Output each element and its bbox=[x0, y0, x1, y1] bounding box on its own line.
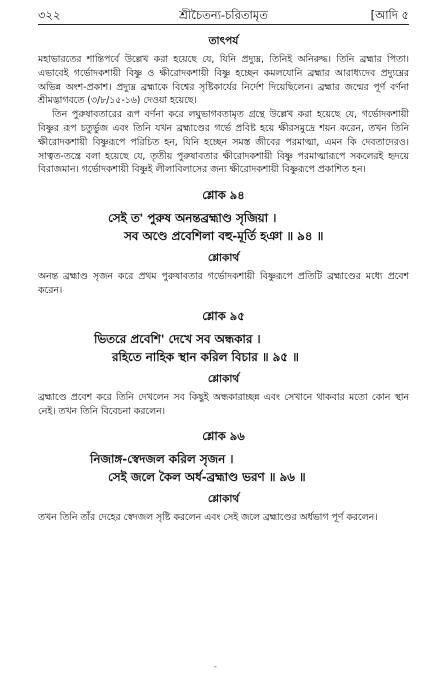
header-rule bbox=[38, 24, 409, 25]
verse-96-heading: শ্লোক ৯৬ bbox=[202, 429, 245, 444]
verse-95-heading: শ্লোক ৯৫ bbox=[202, 308, 245, 323]
page-header bbox=[38, 0, 409, 28]
verse-95-line-1: ভিতরে প্রবেশি' দেখে সব অন্ধকার । bbox=[94, 331, 261, 346]
verse-96-line-2: সেই জলে কৈল অর্ধ-ব্রহ্মাণ্ড ভরণ ॥ ৯৬ ॥ bbox=[108, 470, 306, 485]
verse-94-heading: শ্লোক ৯৪ bbox=[202, 188, 245, 203]
verse-96-line-1: নিজাঙ্গ-স্বেদজল করিল সৃজন । bbox=[90, 452, 234, 467]
section-label: [আদি ৫ bbox=[370, 8, 409, 22]
verse-95-translation: ব্রহ্মাণ্ডে প্রবেশ করে তিনি দেখলেন সব কিছুই অন্ধকারাচ্ছন্ন এবং সেখানে থাকবার মতো কোন স্থান নেই। তখন তিনি বিবেচনা করলেন। bbox=[38, 391, 409, 417]
page-number: ৩২২ bbox=[38, 8, 61, 22]
verse-94-translation-heading: শ্লোকার্থ bbox=[207, 252, 240, 265]
footer-mark: - bbox=[214, 662, 217, 671]
verse-94-line-1: সেই ত' পুরুষ অনন্তব্রহ্মাণ্ড সৃজিয়া । bbox=[108, 211, 277, 226]
verse-94-line-2: সব অণ্ডে প্রবেশিলা বহু-মূর্তি হঞা ॥ ৯৪ ॥ bbox=[124, 229, 324, 244]
running-title: শ্রীচৈতন্য-চরিতামৃত bbox=[179, 8, 268, 22]
verse-95-line-2: রহিতে নাহিক স্থান করিল বিচার ॥ ৯৫ ॥ bbox=[112, 349, 299, 364]
purport-paragraph-1: মহাভারতের শান্তিপর্বে উল্লেখ করা হয়েছে যে, যিনি প্রদ্যুম্ন, তিনিই অনিরুদ্ধ। তিনি ব্রহ্মার পিতা। এভাবেই গর্ভোদকশায়ী বিষ্ণু ও ক্ষীরোদকশায়ী বিষ্ণু হচ্ছেন কমলযোনি ব্রহ্মার আরাধ্যদেব প্রদ্যুম্নের অভিন্ন অংশ-প্রকাশ। প্রদ্যুম্ন ব্রহ্মাকে বিশ্বের সৃষ্টিকার্যের নির্দেশ দিয়েছিলেন। ব্রহ্মার জন্মের পূর্ণ বর্ণনা শ্রীমদ্ভাগবতে (৩/৮/১৫-১৬) দেওয়া হয়েছে। bbox=[38, 54, 409, 107]
purport-heading: তাৎপর্য bbox=[208, 35, 239, 47]
purport-paragraph-2: তিন পুরুষাবতারের রূপ বর্ণনা করে লঘুভাগবতামৃত গ্রন্থে উল্লেখ করা হয়েছে যে, গর্ভোদকশায়ী বিষ্ণুর রূপ চতুর্ভুজ এবং তিনি যখন ব্রহ্মাণ্ডের গর্ভে প্রবিষ্ট হয়ে ক্ষীরসমুদ্রে শয়ন করেন, তখন তিনি ক্ষীরোদকশায়ী বিষ্ণুরূপে পরিচিত হন, যিনি হচ্ছেন সমস্ত জীবের পরমাত্মা, এমন কি দেবতাদেরও। সাত্বত-তন্ত্রে বলা হয়েছে যে, তৃতীয় পুরুষাবতার ক্ষীরোদকশায়ী বিষ্ণু পরমাত্মারূপে সকলেরই হৃদয়ে বিরাজমান। গর্ভোদকশায়ী বিষ্ণুই লীলাবিলাসের জন্য ক্ষীরোদকশায়ী বিষ্ণুরূপে প্রকাশিত হন। bbox=[38, 109, 409, 176]
verse-96-translation: তখন তিনি তাঁর দেহের স্বেদজল সৃষ্টি করলেন এবং সেই জলে ব্রহ্মাণ্ডের অর্ধভাগ পূর্ণ করলেন। bbox=[38, 512, 378, 524]
verse-94-translation: অনন্ত ব্রহ্মাণ্ড সৃজন করে প্রথম পুরুষাবতার গর্ভোদকশায়ী বিষ্ণুরূপে প্রতিটি ব্রহ্মাণ্ডের মধ্যে প্রবেশ করেন। bbox=[38, 271, 409, 296]
verse-95-translation-heading: শ্লোকার্থ bbox=[207, 372, 240, 385]
verse-96-translation-heading: শ্লোকার্থ bbox=[207, 493, 240, 506]
